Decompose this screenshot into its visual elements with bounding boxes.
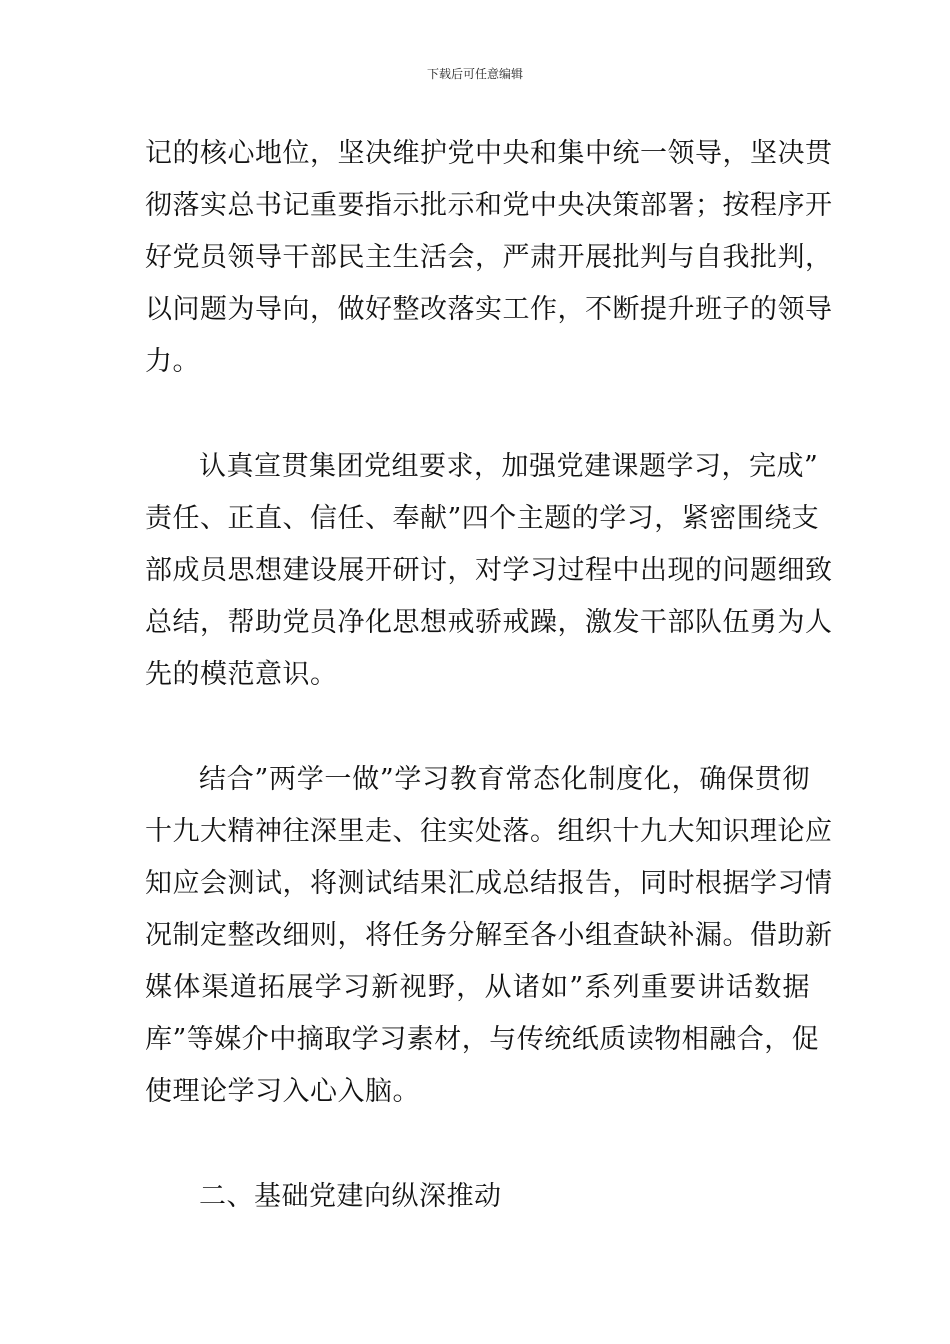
paragraph-1 — [145, 128, 833, 388]
section-heading: 二、基础党建向纵深推动 — [199, 1181, 502, 1212]
text-line: 使理论学习入心入脑。 — [145, 1076, 420, 1107]
text-line: 责任、正直、信任、奉献”四个主题的学习，紧密围绕支 — [145, 503, 820, 534]
text-line: 以问题为导向，做好整改落实工作，不断提升班子的领导 — [145, 294, 833, 325]
text-line: 力。 — [145, 346, 200, 377]
paragraph-3 — [145, 754, 833, 1118]
text-line: 况制定整改细则，将任务分解至各小组查缺补漏。借助新 — [145, 920, 833, 951]
paragraph-spacer — [145, 701, 810, 754]
text-line: 知应会测试，将测试结果汇成总结报告，同时根据学习情 — [145, 868, 833, 899]
text-line: 认真宣贯集团党组要求，加强党建课题学习，完成” — [199, 451, 819, 482]
page-header: 下载后可任意编辑 — [426, 67, 523, 81]
paragraph-spacer — [145, 1118, 810, 1171]
document-body — [145, 128, 833, 1223]
paragraph-spacer — [145, 388, 810, 441]
text-line: 库”等媒介中摘取学习素材，与传统纸质读物相融合，促 — [145, 1024, 820, 1055]
text-line: 先的模范意识。 — [145, 659, 338, 690]
text-line: 十九大精神往深里走、往实处落。组织十九大知识理论应 — [145, 816, 833, 847]
text-line: 媒体渠道拓展学习新视野，从诸如”系列重要讲话数据 — [145, 972, 810, 1003]
text-line: 部成员思想建设展开研讨，对学习过程中出现的问题细致 — [145, 555, 833, 586]
text-line: 总结，帮助党员净化思想戒骄戒躁，激发干部队伍勇为人 — [145, 607, 833, 638]
text-line: 记的核心地位，坚决维护党中央和集中统一领导，坚决贯 — [145, 138, 833, 169]
text-line: 好党员领导干部民主生活会，严肃开展批判与自我批判， — [145, 242, 833, 273]
text-line: 结合”两学一做”学习教育常态化制度化，确保贯彻 — [199, 764, 810, 795]
paragraph-2 — [145, 441, 833, 701]
text-line: 彻落实总书记重要指示批示和党中央决策部署；按程序开 — [145, 190, 833, 221]
